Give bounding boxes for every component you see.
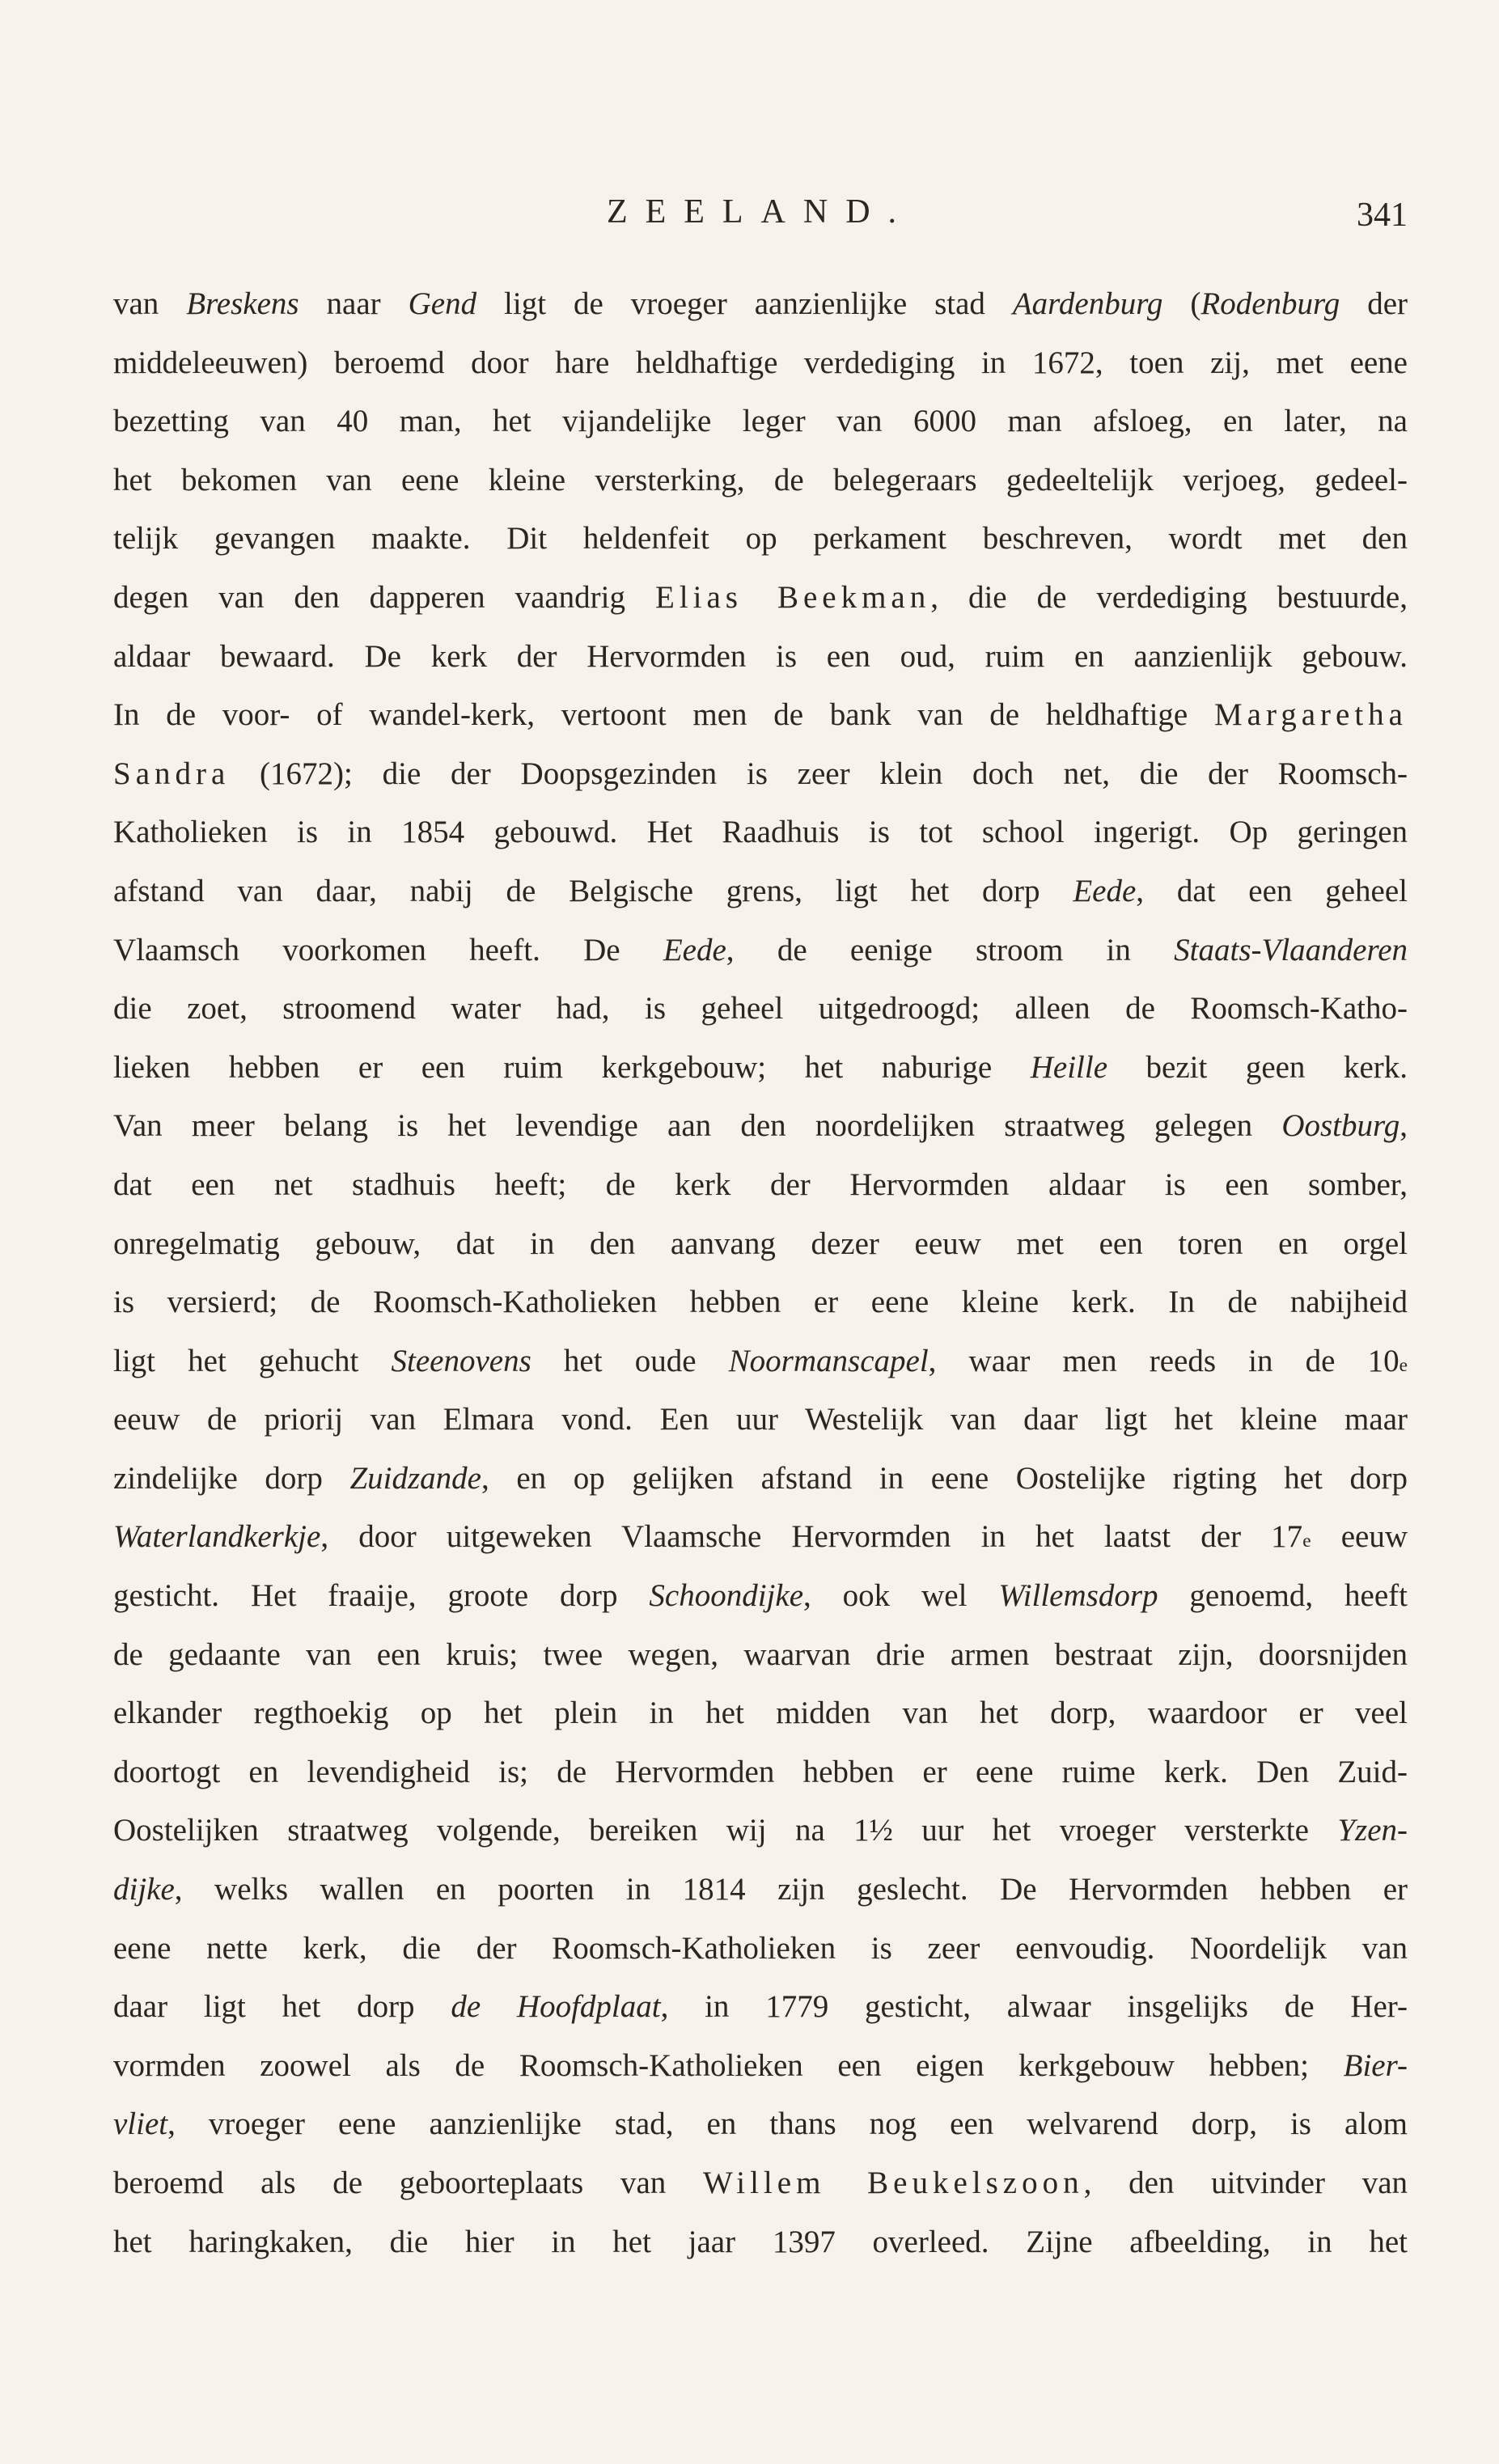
text-line: eene nette kerk, die der Roomsch-Katholieken is zeer eenvoudig. Noordelijk van [113, 1930, 1408, 1966]
italic-place-name: Heille [1030, 1049, 1108, 1085]
italic-place-name: Waterlandkerkje [113, 1519, 321, 1555]
text-line: Katholieken is in 1854 gebouwd. Het Raadhuis is tot school ingerigt. Op geringen [113, 815, 1408, 850]
italic-place-name: Rodenburg [1200, 286, 1340, 321]
spaced-person-name: Margaretha [1213, 697, 1408, 733]
text-line: middeleeuwen) beroemd door hare heldhaftige verdediging in 1672, toen zij, met eene [113, 345, 1408, 380]
italic-place-name: Oostburg [1281, 1108, 1400, 1144]
text-line: Oostelijken straatweg volgende, bereiken wij na 1½ uur het vroeger versterkte Yzen- [113, 1813, 1408, 1848]
text-line: afstand van daar, nabij de Belgische grens, ligt het dorp Eede, dat een geheel [113, 873, 1408, 908]
page-header [113, 193, 1408, 249]
text-line: zindelijke dorp Zuidzande, en op gelijken afstand in eene Oostelijke rigting het dorp [113, 1460, 1408, 1496]
text-line: vormden zoowel als de Roomsch-Katholieken een eigen kerkgebouw hebben; Bier- [113, 2047, 1408, 2083]
italic-place-name: Bier- [1343, 2047, 1408, 2083]
text-line: het bekomen van eene kleine versterking, de belegeraars gedeeltelijk verjoeg, gedeel- [113, 462, 1408, 497]
italic-place-name: Staats-Vlaanderen [1174, 932, 1408, 967]
text-line: beroemd als de geboorteplaats van Willem Beukelszoon, den uitvinder van [113, 2166, 1408, 2200]
running-title: ZEELAND. [606, 193, 915, 231]
text-line: van Breskens naar Gend ligt de vroeger aanzienlijke stad Aardenburg (Rodenburg der [113, 286, 1408, 321]
italic-place-name: Willemsdorp [998, 1578, 1158, 1614]
text-line: die zoet, stroomend water had, is geheel uitgedroogd; alleen de Roomsch-Katho- [113, 991, 1408, 1027]
text-line: ligt het gehucht Steenovens het oude Noormanscapel, waar men reeds in de 10e [113, 1343, 1408, 1378]
text-line: onregelmatig gebouw, dat in den aanvang dezer eeuw met een toren en orgel [113, 1226, 1408, 1261]
text-line: eeuw de priorij van Elmara vond. Een uur Westelijk van daar ligt het kleine maar [113, 1402, 1408, 1437]
text-line: telijk gevangen maakte. Dit heldenfeit op perkament beschreven, wordt met den [113, 521, 1408, 557]
italic-place-name: Schoondijke [649, 1578, 804, 1614]
italic-place-name: de Hoofdplaat [451, 1989, 661, 2025]
italic-place-name: vliet [113, 2106, 168, 2142]
spaced-person-name: Willem Beukelszoon [703, 2166, 1084, 2200]
italic-place-name: dijke [113, 1872, 175, 1907]
italic-place-name: Eede [1073, 873, 1137, 908]
italic-place-name: Aardenburg [1012, 286, 1163, 321]
italic-place-name: Zuidzande [349, 1460, 481, 1496]
text-line: Van meer belang is het levendige aan den noordelijken straatweg gelegen Oostburg, [113, 1108, 1408, 1144]
italic-place-name: Yzen- [1337, 1813, 1408, 1848]
ordinal-superscript: e [1399, 1354, 1408, 1376]
italic-place-name: Gend [408, 286, 477, 321]
text-line: is versierd; de Roomsch-Katholieken hebben er eene kleine kerk. In de nabijheid [113, 1285, 1408, 1320]
text-line: Waterlandkerkje, door uitgeweken Vlaamsche Hervormden in het laatst der 17e eeuw [113, 1519, 1408, 1555]
italic-place-name: Noormanscapel [728, 1343, 929, 1378]
text-line: lieken hebben er een ruim kerkgebouw; het naburige Heille bezit geen kerk. [113, 1049, 1408, 1085]
text-line: daar ligt het dorp de Hoofdplaat, in 1779 gesticht, alwaar insgelijks de Her- [113, 1989, 1408, 2025]
text-line: bezetting van 40 man, het vijandelijke leger van 6000 man afsloeg, en later, na [113, 404, 1408, 439]
text-line: Vlaamsch voorkomen heeft. De Eede, de eenige stroom in Staats-Vlaanderen [113, 932, 1408, 967]
text-line: In de voor- of wandel-kerk, vertoont men de bank van de heldhaftige Margaretha [113, 697, 1408, 733]
text-line: dijke, welks wallen en poorten in 1814 zijn geslecht. De Hervormden hebben er [113, 1872, 1408, 1907]
italic-place-name: Steenovens [391, 1343, 531, 1378]
body-text [113, 275, 1408, 2271]
spaced-person-name: Sandra [113, 756, 231, 791]
text-line: aldaar bewaard. De kerk der Hervormden is een oud, ruim en aanzienlijk gebouw. [113, 638, 1408, 674]
text-line: degen van den dapperen vaandrig Elias Beekman, die de verdediging bestuurde, [113, 579, 1408, 615]
text-line: de gedaante van een kruis; twee wegen, waarvan drie armen bestraat zijn, doorsnijden [113, 1636, 1408, 1672]
spaced-person-name: Elias Beekman [654, 579, 931, 615]
page-number: 341 [1357, 197, 1408, 234]
text-line: Sandra (1672); die der Doopsgezinden is zeer klein doch net, die der Roomsch- [113, 756, 1408, 791]
text-line: doortogt en levendigheid is; de Hervormden hebben er eene ruime kerk. Den Zuid- [113, 1754, 1408, 1789]
text-line: gesticht. Het fraaije, groote dorp Schoondijke, ook wel Willemsdorp genoemd, heeft [113, 1578, 1408, 1614]
text-line: dat een net stadhuis heeft; de kerk der Hervormden aldaar is een somber, [113, 1166, 1408, 1202]
text-line: vliet, vroeger eene aanzienlijke stad, en thans nog een welvarend dorp, is alom [113, 2106, 1408, 2142]
text-line: elkander regthoekig op het plein in het midden van het dorp, waardoor er veel [113, 1696, 1408, 1731]
ordinal-superscript: e [1302, 1530, 1311, 1552]
italic-place-name: Breskens [186, 286, 299, 321]
italic-place-name: Eede [663, 932, 726, 967]
text-line: het haringkaken, die hier in het jaar 1397 overleed. Zijne afbeelding, in het [113, 2224, 1408, 2259]
